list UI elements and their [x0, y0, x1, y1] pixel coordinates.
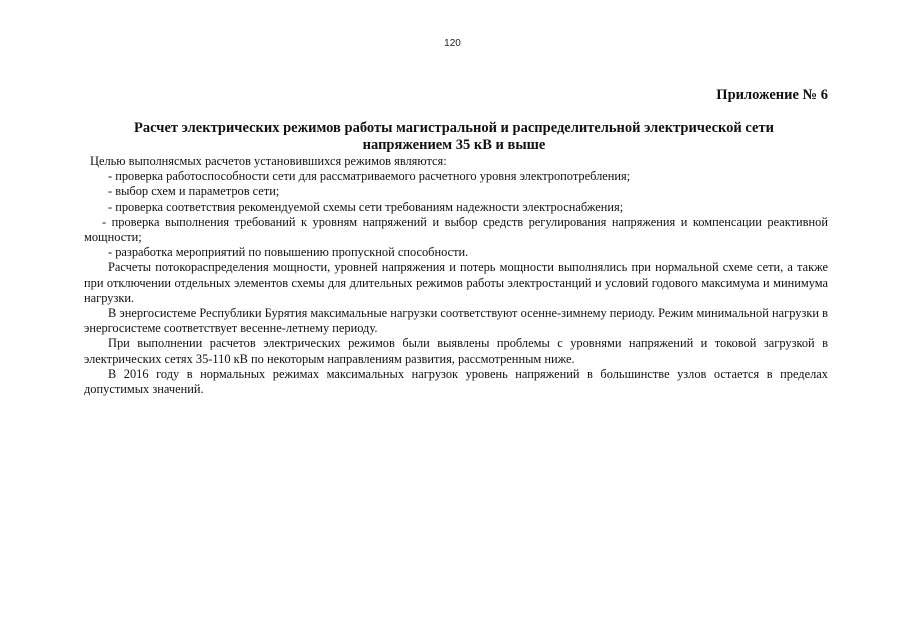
bullet-item: - проверка работоспособности сети для рассматриваемого расчетного уровня электропотребления;	[108, 169, 631, 184]
paragraph: В 2016 году в нормальных режимах максимальных нагрузок уровень напряжений в большинстве узлов остается в пределах допустимых значений.	[84, 366, 828, 397]
paragraph: В энергосистеме Республики Бурятия максимальные нагрузки соответствуют осенне-зимнему периоду. Режим минимальной нагрузки в энергосистеме соответствует весенне-летнему периоду.	[84, 306, 828, 336]
title-line-2: напряжением 35 кВ и выше	[362, 137, 546, 153]
title-line-1: Расчет электрических режимов работы магистральной и распределительной электрической сети	[134, 120, 774, 136]
body-text	[84, 154, 828, 397]
intro-paragraph: Целью выполнясмых расчетов установившихся режимов являются:	[90, 154, 447, 168]
bullet-item: - проверка выполнения требований к уровням напряжений и выбор средств регулирования напряжения и компенсации реактивной мощности;	[84, 214, 828, 245]
bullet-item: - разработка мероприятий по повышению пропускной способности.	[108, 245, 469, 260]
bullet-item: - выбор схем и параметров сети;	[108, 184, 280, 199]
page-number: 120	[444, 38, 461, 49]
document-title	[78, 120, 830, 154]
paragraph: Расчеты потокораспределения мощности, уровней напряжения и потерь мощности выполнялись при нормальной схеме сети, а также при отключении отдельных элементов схемы для длительных режимов работы электростанций и условий годового максимума и минимума нагрузки.	[84, 260, 828, 305]
bullet-item: - проверка соответствия рекомендуемой схемы сети требованиям надежности электроснабжения;	[108, 199, 624, 214]
paragraph: При выполнении расчетов электрических режимов были выявлены проблемы с уровнями напряжений и токовой загрузкой в электрических сетях 35-110 кВ по некоторым направлениям развития, рассмотренным ниже.	[84, 336, 828, 366]
appendix-label: Приложение № 6	[716, 87, 828, 103]
